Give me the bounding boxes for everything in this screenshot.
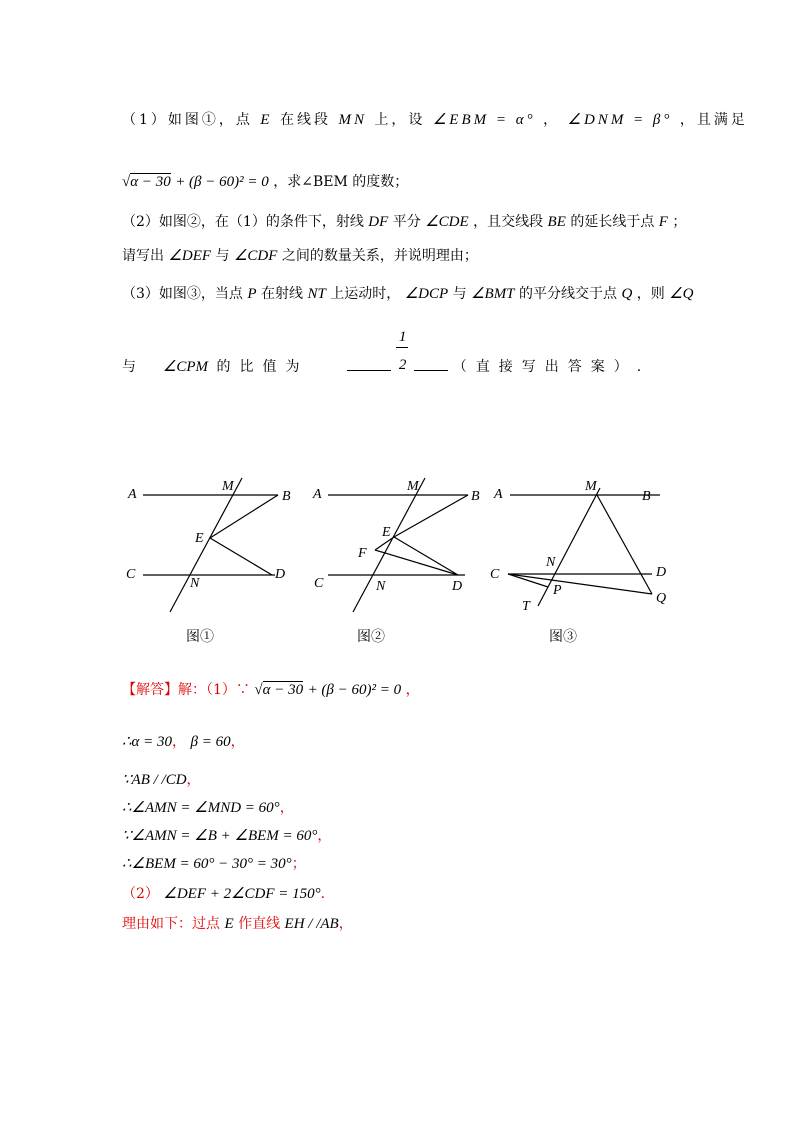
label-M: M (407, 479, 419, 494)
label-D: D (452, 579, 463, 594)
punct: ， (317, 828, 332, 844)
text: ， (543, 112, 561, 128)
punct: ， (186, 772, 201, 788)
label-N: N (190, 576, 200, 591)
label-F: F (358, 546, 367, 561)
sqrt-expression: √α − 30 (122, 174, 171, 190)
text: 上，设 (374, 112, 426, 128)
text: ，则 (636, 286, 665, 302)
angle-CDF: ∠CDF (233, 248, 278, 264)
text: ，且交线段 (473, 214, 544, 230)
label-N: N (546, 555, 556, 570)
point-Q: Q (621, 286, 633, 302)
figure-2 (312, 478, 480, 612)
problem-part2-line2 (122, 246, 478, 266)
point-E: E (224, 916, 234, 932)
text: （3）如图③，当点 (122, 286, 243, 302)
angle-Q: ∠Q (669, 286, 694, 302)
segment-CQ (508, 574, 652, 594)
text: 与 (452, 286, 467, 302)
text: 上运动时， (330, 286, 401, 302)
part-label: （2） (122, 886, 159, 902)
beta-value: β = 60 (190, 734, 231, 750)
label-Q: Q (656, 591, 667, 606)
solution-head (122, 680, 420, 700)
text: 请写出 (122, 248, 164, 264)
equation-DNM: ∠DNM = β° (567, 112, 673, 128)
label-M: M (585, 479, 597, 494)
problem-part2-line1 (122, 212, 686, 232)
statement: ∴∠BEM = 60° − 30° = 30° (122, 856, 292, 872)
segment-BE (210, 495, 278, 538)
figure-2-caption: 图② (357, 629, 385, 645)
label-C: C (490, 567, 500, 582)
line-MN (170, 478, 242, 612)
answer-fraction (396, 329, 410, 373)
segment-FD (375, 550, 458, 575)
label-M: M (222, 479, 234, 494)
punct: ， (405, 682, 420, 698)
text: 与 (215, 248, 230, 264)
label-E: E (195, 531, 204, 546)
point-E: E (260, 112, 273, 128)
angle-DCP: ∠DCP (404, 286, 449, 302)
angle-DEF: ∠DEF (168, 248, 212, 264)
text: 的延长线于点 (570, 214, 655, 230)
label-B: B (282, 489, 291, 504)
angle-CDE: ∠CDE (425, 214, 469, 230)
text: 在线段 (280, 112, 331, 128)
label-A: A (494, 487, 503, 502)
answer-blank-left (347, 356, 391, 371)
solution-reason (122, 914, 353, 934)
text: （2）如图②，在（1）的条件下，射线 (122, 214, 364, 230)
label-C: C (126, 567, 136, 582)
punct: ； (291, 856, 306, 872)
statement: ∵∠AMN = ∠B + ∠BEM = 60° (122, 828, 318, 844)
text: （直接写出答案）. (452, 359, 651, 375)
radicand: α − 30 (262, 682, 304, 698)
label-D: D (656, 565, 667, 580)
label-B: B (642, 489, 651, 504)
text: 的平分线交于点 (518, 286, 617, 302)
line-MT (538, 488, 600, 606)
figure-3-caption: 图③ (549, 629, 577, 645)
angle-CPM: ∠CPM (162, 359, 209, 375)
text: 平分 (392, 214, 421, 230)
figure-3 (490, 479, 666, 614)
figure-1-caption: 图① (186, 629, 214, 645)
punct: ， (230, 734, 245, 750)
point-P: P (247, 286, 257, 302)
equation-rest: + (β − 60)² = 0 (175, 174, 269, 190)
label-C: C (314, 576, 324, 591)
line-MN (353, 478, 425, 612)
fraction-numerator: 1 (398, 329, 407, 345)
text: 之间的数量关系，并说明理由； (281, 248, 478, 264)
text: 与 (122, 359, 136, 375)
statement: ∴∠AMN = ∠MND = 60° (122, 800, 280, 816)
label-T: T (522, 599, 530, 614)
segment-BE: BE (547, 214, 566, 230)
statement: ∵AB / /CD (122, 772, 187, 788)
text: 作直线 (238, 916, 281, 932)
statement: ∠DEF + 2∠CDF = 150° (163, 886, 321, 902)
solution-step-amn (122, 798, 294, 818)
text: ，且满足 (679, 112, 748, 128)
text: ； (672, 214, 687, 230)
label-P: P (553, 583, 562, 598)
ray-DF: DF (368, 214, 389, 230)
line-EH: EH / /AB (284, 916, 339, 932)
punct: ． (320, 886, 335, 902)
label-A: A (313, 487, 322, 502)
problem-part3-line1 (122, 284, 693, 304)
text: 在射线 (261, 286, 303, 302)
problem-part3-line2 (122, 329, 651, 377)
solution-step-bem (122, 854, 306, 874)
segment-CP (508, 574, 548, 587)
text: （1）如图①，点 (122, 112, 253, 128)
segment-ED (394, 537, 458, 575)
label-A: A (128, 487, 137, 502)
geometry-figures (0, 470, 800, 650)
label-E: E (382, 525, 391, 540)
question-text: ，求∠BEM 的度数； (273, 174, 409, 190)
solution-step-sum (122, 826, 331, 846)
text: 的比值为 (216, 359, 309, 375)
figure-1 (126, 478, 291, 612)
radicand: α − 30 (130, 174, 171, 190)
sqrt-expression: √α − 30 (254, 682, 304, 698)
punct: ， (279, 800, 294, 816)
solution-step-alpha-beta (122, 732, 245, 752)
label-B: B (471, 489, 480, 504)
fraction-bar (396, 347, 408, 348)
answer-blank-right (414, 356, 448, 371)
punct: ， (338, 916, 353, 932)
solution-step-parallel (122, 770, 201, 790)
equation-EBM: ∠EBM = α° (432, 112, 536, 128)
text: 理由如下：过点 (122, 916, 220, 932)
ray-NT: NT (307, 286, 326, 302)
alpha-value: ∴α = 30 (122, 734, 173, 750)
label-N: N (376, 579, 386, 594)
segment-ED (210, 538, 272, 575)
problem-part1-line2 (122, 172, 408, 192)
segment-MQ (597, 495, 652, 594)
solution-label: 【解答】解：（1）∵ (122, 682, 250, 698)
label-D: D (275, 567, 286, 582)
equation: + (β − 60)² = 0 (307, 682, 402, 698)
problem-part1-line1 (122, 110, 748, 130)
punct: ， (172, 734, 187, 750)
solution-part2 (122, 884, 335, 904)
segment-MN: MN (338, 112, 367, 128)
angle-BMT: ∠BMT (471, 286, 515, 302)
point-F: F (658, 214, 668, 230)
fraction-denominator: 2 (398, 357, 407, 373)
